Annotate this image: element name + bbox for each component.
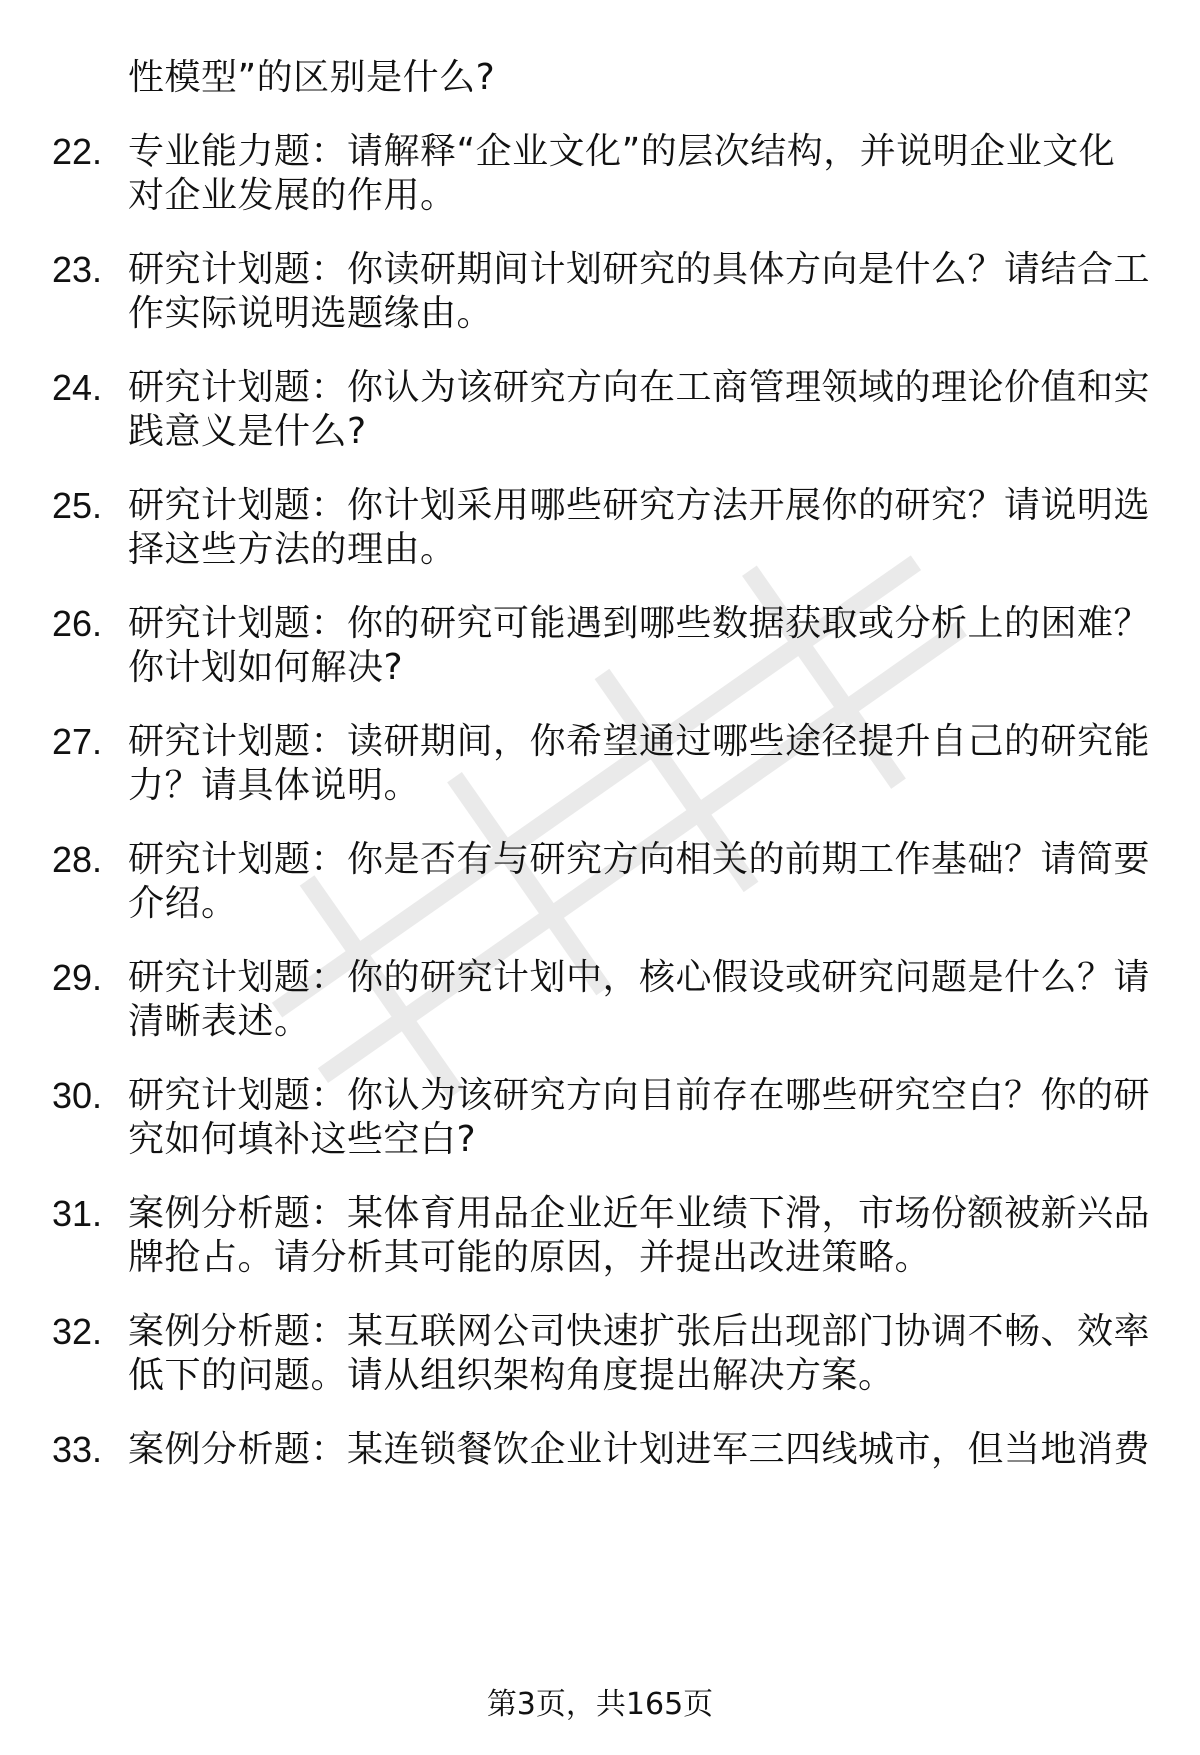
item-number: 31. [52,1193,103,1234]
item-number: 25. [52,485,103,526]
item-line: 牌抢占。请分析其可能的原因，并提出改进策略。 [128,1237,932,1278]
item-number: 33. [52,1429,103,1470]
item-line: 践意义是什么? [128,411,367,452]
item-number: 28. [52,839,103,880]
item-number: 30. [52,1075,103,1116]
item-line: 案例分析题：某体育用品企业近年业绩下滑，市场份额被新兴品 [128,1193,1151,1234]
item-line: 清晰表述。 [128,1001,311,1042]
item-number: 32. [52,1311,103,1352]
item-number: 24. [52,367,103,408]
item-line: 研究计划题：读研期间，你希望通过哪些途径提升自己的研究能 [128,721,1151,762]
item-line: 研究计划题：你是否有与研究方向相关的前期工作基础？请简要 [128,839,1151,880]
item-line: 研究计划题：你的研究计划中，核心假设或研究问题是什么？请 [128,957,1151,998]
page-number-footer: 第3页，共165页 [486,1687,714,1722]
item-line: 你计划如何解决? [128,647,404,688]
item-line: 力？请具体说明。 [128,765,421,806]
item-line: 研究计划题：你认为该研究方向在工商管理领域的理论价值和实 [128,367,1151,408]
item-continuation-line: 性模型”的区别是什么? [128,57,496,98]
watermark [170,470,1070,1170]
item-line: 案例分析题：某连锁餐饮企业计划进军三四线城市，但当地消费 [128,1429,1151,1470]
item-number: 27. [52,721,103,762]
item-number: 29. [52,957,103,998]
item-line: 案例分析题：某互联网公司快速扩张后出现部门协调不畅、效率 [128,1311,1151,1352]
item-line: 专业能力题：请解释“企业文化”的层次结构，并说明企业文化 [128,131,1116,172]
item-number: 22. [52,131,103,172]
item-line: 作实际说明选题缘由。 [128,293,494,334]
item-line: 研究计划题：你认为该研究方向目前存在哪些研究空白？你的研 [128,1075,1151,1116]
item-line: 低下的问题。请从组织架构角度提出解决方案。 [128,1355,895,1396]
item-number: 26. [52,603,103,644]
item-line: 研究计划题：你的研究可能遇到哪些数据获取或分析上的困难？ [128,603,1151,644]
item-line: 介绍。 [128,883,238,924]
item-number: 23. [52,249,103,290]
item-line: 研究计划题：你计划采用哪些研究方法开展你的研究？请说明选 [128,485,1151,526]
item-line: 择这些方法的理由。 [128,529,457,570]
item-line: 对企业发展的作用。 [128,175,457,216]
item-line: 究如何填补这些空白? [128,1119,477,1160]
item-line: 研究计划题：你读研期间计划研究的具体方向是什么？请结合工 [128,249,1151,290]
